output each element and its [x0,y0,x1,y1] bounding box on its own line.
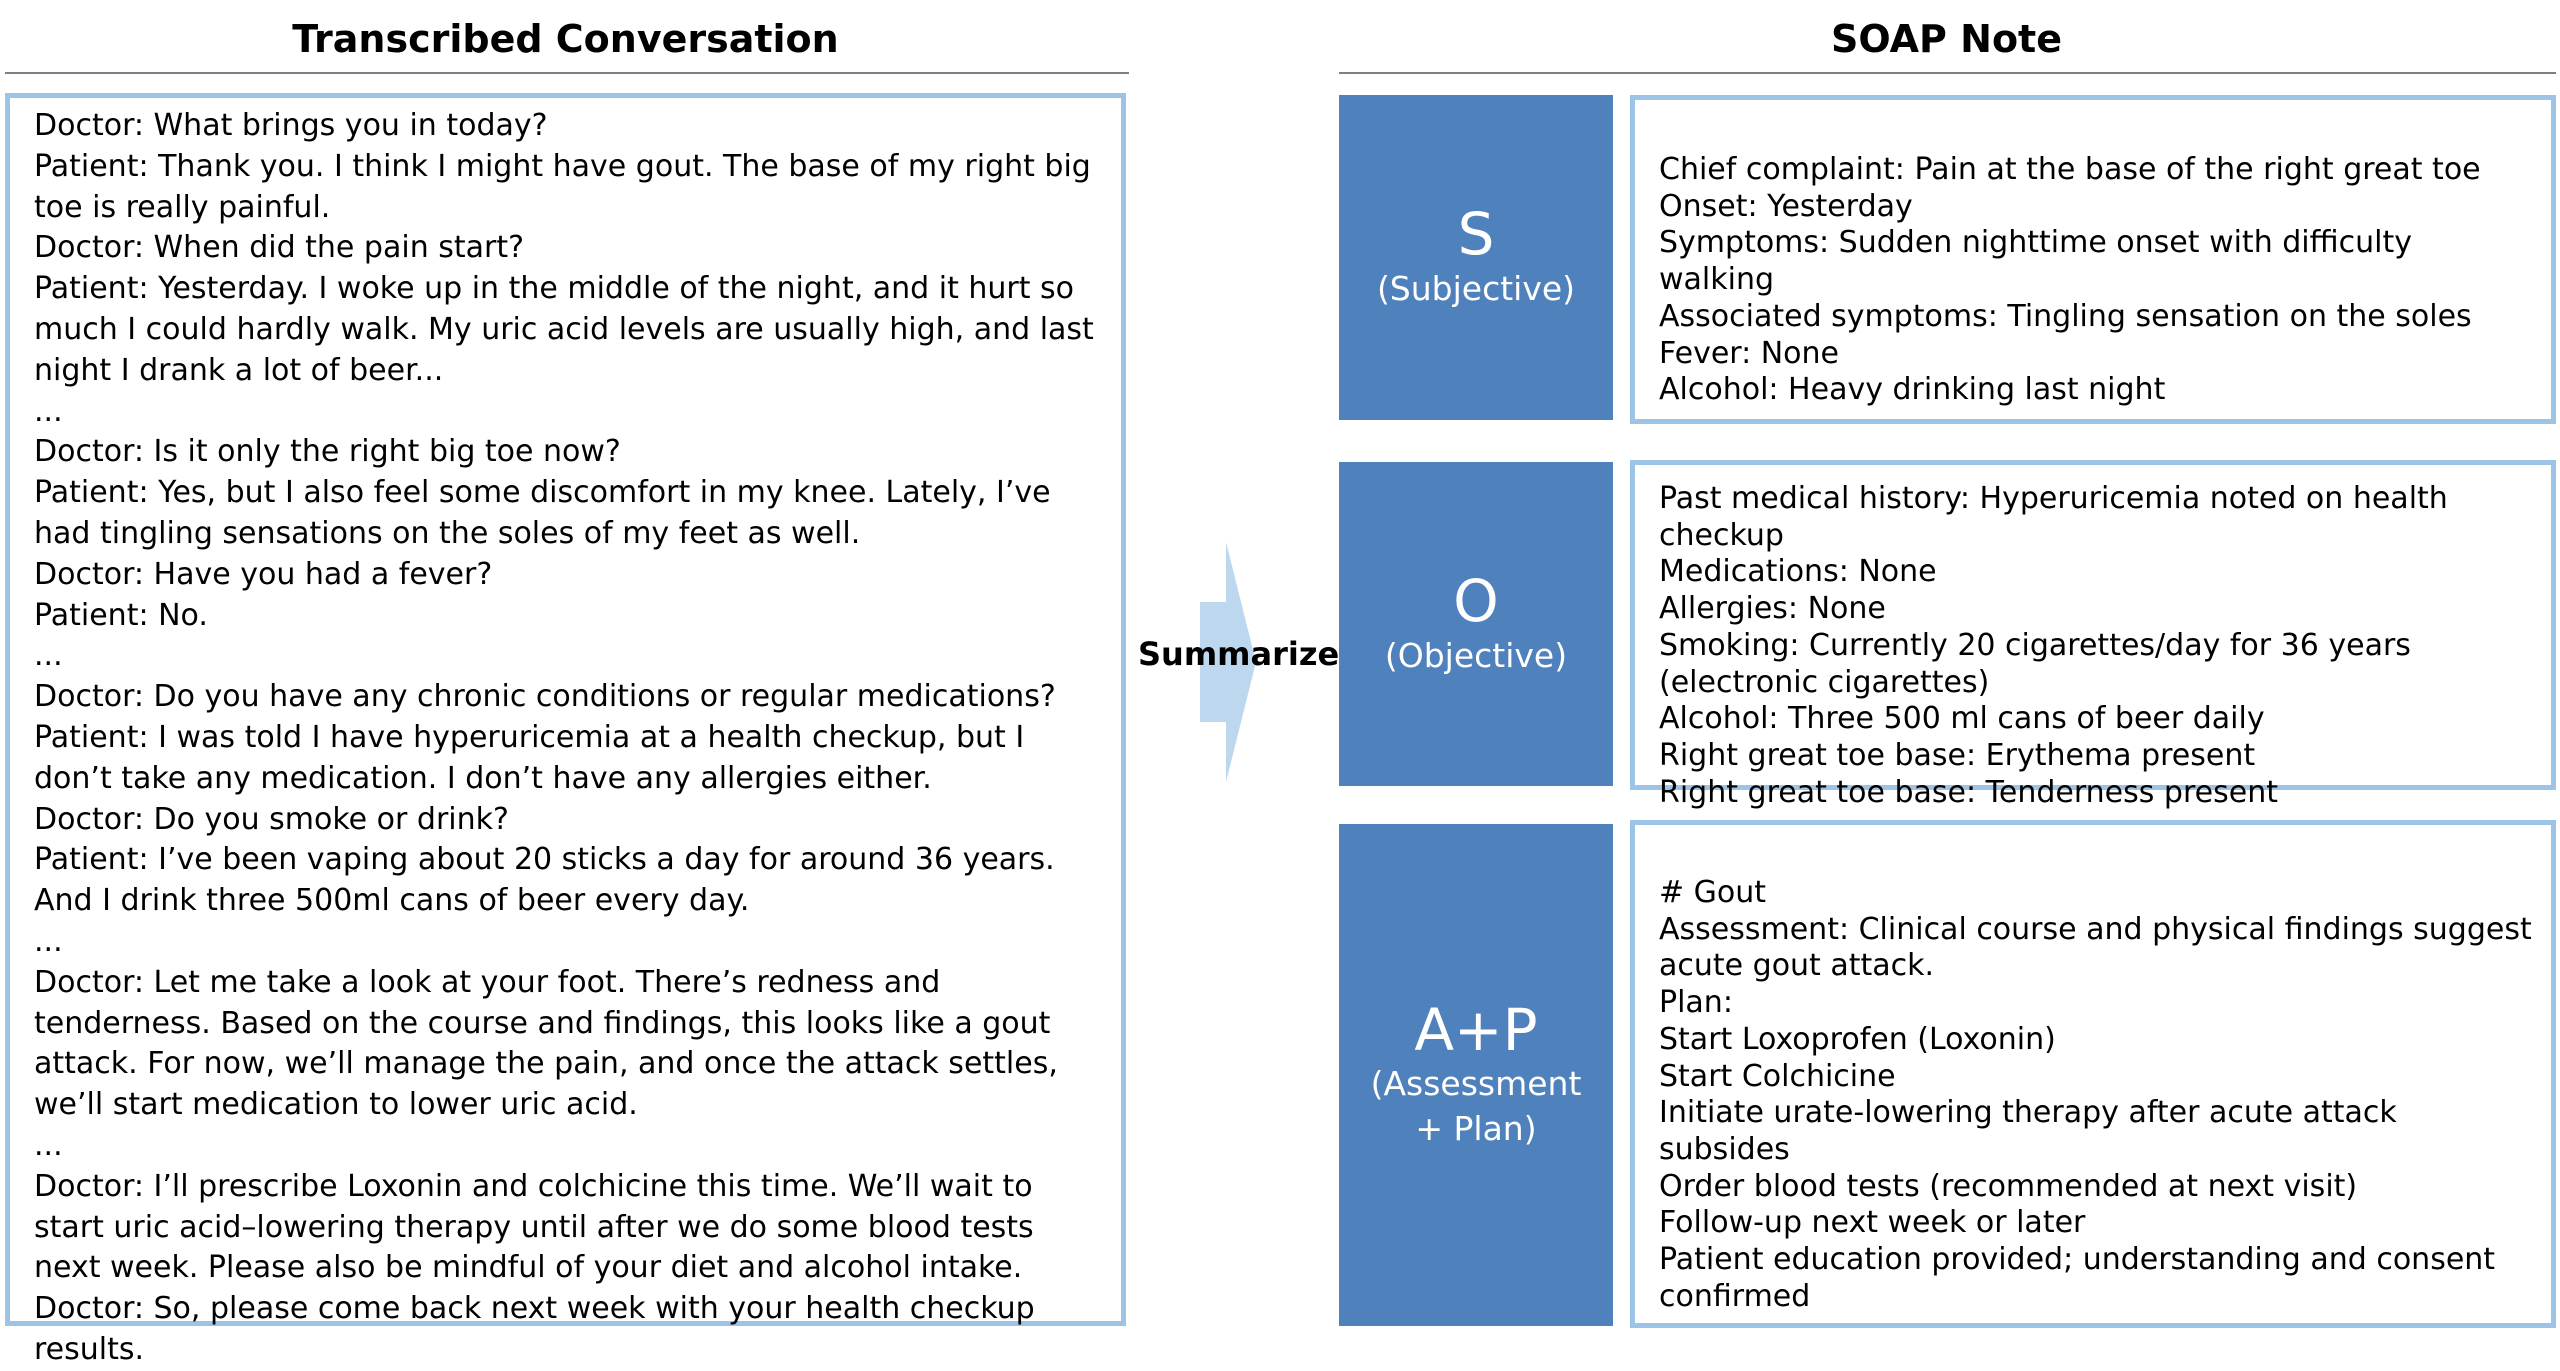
soap-line: Right great toe base: Tenderness present [1659,774,2278,810]
conversation-line: Patient: I’ve been vaping about 20 sticks a day for around 36 years. And I drink three 500ml cans of beer every day. [34,842,1055,919]
subjective-content-box [1630,95,2556,424]
conversation-line: Doctor: Have you had a fever? [34,556,493,592]
objective-label-box [1339,462,1613,786]
soap-line: Onset: Yesterday [1659,188,1913,224]
subjective-label-box [1339,95,1613,420]
soap-line: Order blood tests (recommended at next visit) [1659,1168,2358,1204]
soap-line: Fever: None [1659,335,1839,371]
conversation-line: Doctor: So, please come back next week with your health checkup results. [34,1291,1035,1367]
soap-line: Start Colchicine [1659,1058,1896,1094]
conversation-line: Doctor: I’ll prescribe Loxonin and colchicine this time. We’ll wait to start uric acid–lowering therapy until after we do some blood tests next week. Please also be mindful of your diet and alcohol intake. [34,1168,1034,1286]
section-letter: O [1453,566,1499,635]
soap-line: Allergies: None [1659,591,1886,627]
soap-line: Patient education provided; understanding and consent confirmed [1659,1242,2496,1314]
conversation-line: ... [34,923,63,959]
soap-note-heading: SOAP Note [1831,17,2062,61]
soap-line: Alcohol: Three 500 ml cans of beer daily [1659,701,2265,737]
soap-line: Past medical history: Hyperuricemia noted on health checkup [1659,481,2448,553]
assessment-plan-label-box [1339,824,1613,1326]
right-heading-rule [1339,72,2556,74]
soap-line: Assessment: Clinical course and physical findings suggest acute gout attack. [1659,911,2532,984]
summarize-label: Summarize [1138,635,1340,673]
conversation-transcript [5,93,1126,1367]
conversation-line: ... [34,638,63,674]
section-label: (Subjective) [1376,269,1576,309]
conversation-line: Doctor: Do you have any chronic conditions or regular medications? [34,679,1056,715]
conversation-line: ... [34,1127,63,1163]
assessment-plan-content-box [1630,820,2556,1328]
section-label-continued: + Plan) [1415,1108,1537,1148]
conversation-line: Doctor: Let me take a look at your foot. There’s redness and tenderness. Based on the course and findings, this looks like a gout attack. For now, we’ll manage the pain, and once the attack settles, we’ll start medication to lower uric acid. [34,964,1058,1123]
conversation-line: Patient: Thank you. I think I might have gout. The base of my right big toe is really painful. [34,148,1091,225]
soap-line: # Gout [1659,875,1767,910]
left-heading-rule [5,72,1129,74]
conversation-line: Patient: I was told I have hyperuricemia at a health checkup, but I don’t take any medication. I don’t have any allergies either. [34,719,1025,796]
conversation-line: Doctor: What brings you in today? [34,108,548,143]
soap-line: Medications: None [1659,554,1937,590]
conversation-line: ... [34,393,63,429]
soap-line: Follow-up next week or later [1659,1205,2086,1241]
soap-line: Start Loxoprofen (Loxonin) [1659,1021,2056,1057]
soap-line: Smoking: Currently 20 cigarettes/day for 36 years (electronic cigarettes) [1659,627,2411,700]
soap-line: Right great toe base: Erythema present [1659,737,2256,773]
section-label: (Assessment [1370,1064,1582,1104]
soap-line: Initiate urate-lowering therapy after acute attack subsides [1659,1095,2397,1167]
section-letter: S [1457,200,1495,269]
objective-content-box [1630,460,2556,810]
conversation-line: Patient: Yesterday. I woke up in the middle of the night, and it hurt so much I could hardly walk. My uric acid levels are usually high, and last night I drank a lot of beer... [34,271,1094,388]
conversation-line: Patient: No. [34,597,208,633]
conversation-line: Doctor: Do you smoke or drink? [34,801,509,837]
conversation-line: Doctor: Is it only the right big toe now? [34,434,621,470]
section-letter: A+P [1414,995,1538,1064]
conversation-line: Patient: Yes, but I also feel some discomfort in my knee. Lately, I’ve had tingling sensations on the soles of my feet as well. [34,475,1051,551]
transcribed-conversation-heading: Transcribed Conversation [292,17,839,61]
soap-line: Plan: [1659,985,1733,1021]
conversation-line: Doctor: When did the pain start? [34,230,525,266]
soap-line: Associated symptoms: Tingling sensation on the soles [1659,298,2472,334]
section-label: (Objective) [1384,635,1568,675]
soap-line: Chief complaint: Pain at the base of the right great toe [1659,152,2481,187]
soap-line: Symptoms: Sudden nighttime onset with difficulty walking [1659,225,2412,298]
soap-line: Alcohol: Heavy drinking last night [1659,372,2166,408]
